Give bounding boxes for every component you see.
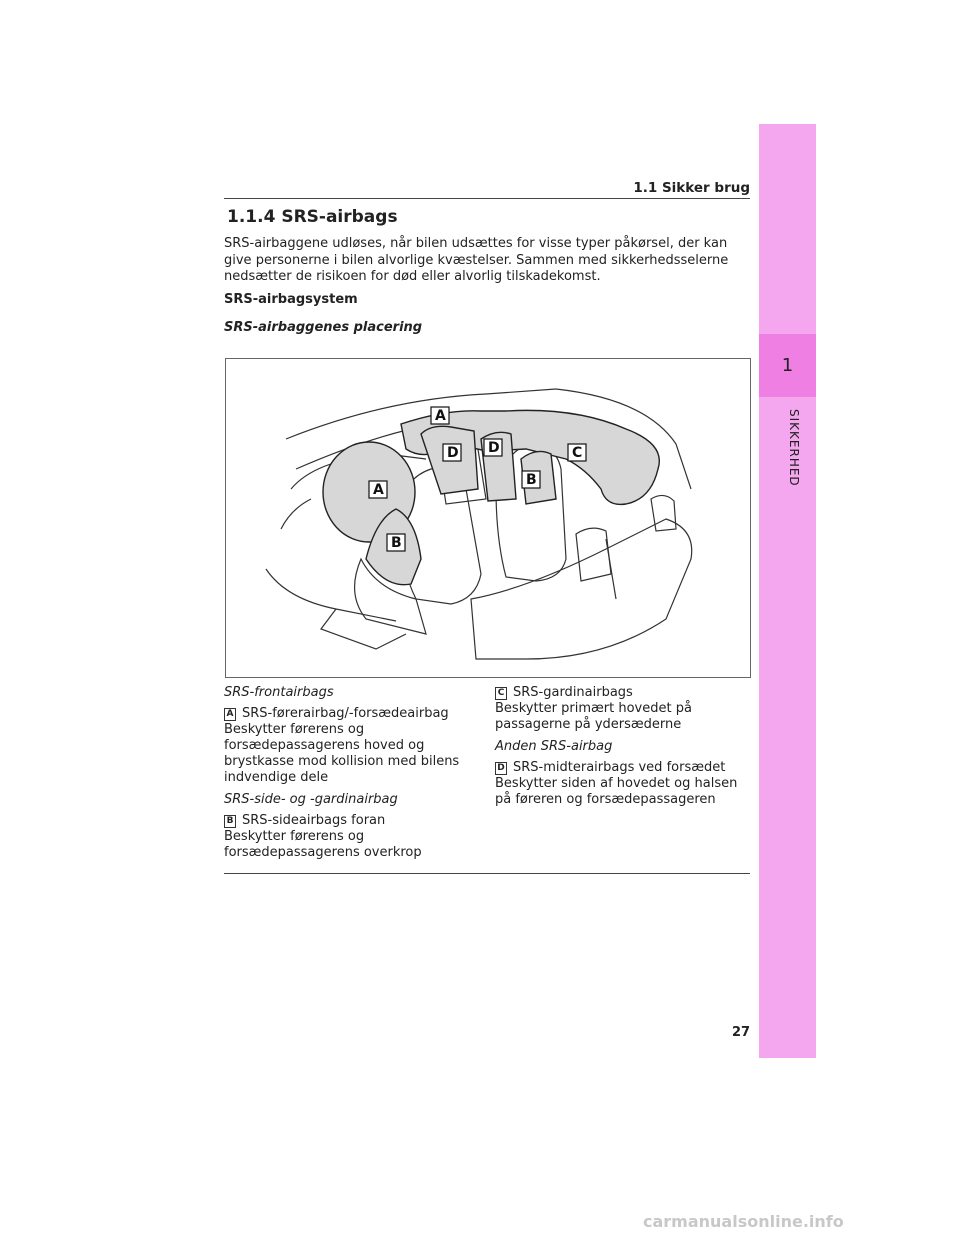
figure-label: C [572,445,583,461]
item-description: Beskytter siden af hovedet og halsen på føreren og forsædepassageren [495,776,738,807]
car-interior-drawing [226,359,750,677]
category-label: SRS-frontairbags [224,685,334,700]
figure-label: D [447,445,459,461]
page-title: 1.1.4 SRS-airbags [227,207,398,227]
chapter-side-tab [759,124,816,1058]
item-title: SRS-midterairbags ved forsædet [513,760,726,775]
legend-item-d [495,760,750,776]
chapter-name: SIKKERHED [787,409,801,487]
watermark: carmanualsonline.info [643,1212,844,1231]
item-description: Beskytter førerens og forsædepassagerens hoved og brystkasse mod kollision med bilens indvendige dele [224,722,460,785]
legend-item-b [224,813,479,829]
figure-label: B [391,535,402,551]
item-description: Beskytter primært hovedet på passagerne på ydersæderne [495,701,692,732]
item-title: SRS-førerairbag/-forsædeairbag [242,706,449,721]
intro-paragraph: SRS-airbaggene udløses, når bilen udsættes for visse typer påkørsel, der kan give personerne i bilen alvorlige kvæstelser. Sammen med sikkerhedsselerne nedsætter de risikoen for død eller alvorlig tilskadekomst. [224,236,729,284]
label-badge: D [495,762,507,775]
legend-item-c [495,685,750,701]
label-badge: B [224,815,236,828]
figure-label: B [526,472,537,488]
header-divider [224,198,750,199]
figure-label: A [435,408,446,424]
legend-right-column [495,685,750,814]
figure-label: D [488,440,500,456]
category-label: SRS-side- og -gardinairbag [224,792,398,807]
page-number: 27 [732,1025,751,1040]
subheading: SRS-airbagsystem [224,292,358,307]
chapter-number: 1 [759,334,816,397]
category-label: Anden SRS-airbag [495,739,613,754]
item-title: SRS-gardinairbags [513,685,633,700]
footer-divider [224,873,750,874]
subheading-italic: SRS-airbaggenes placering [224,320,423,335]
legend-item-a [224,706,479,722]
section-header: 1.1 Sikker brug [633,180,750,196]
item-title: SRS-sideairbags foran [242,813,386,828]
airbag-illustration [225,358,751,678]
label-badge: A [224,708,236,721]
figure-label: A [373,482,384,498]
item-description: Beskytter førerens og forsædepassagerens overkrop [224,829,422,860]
legend-left-column [224,685,479,867]
label-badge: C [495,687,507,700]
